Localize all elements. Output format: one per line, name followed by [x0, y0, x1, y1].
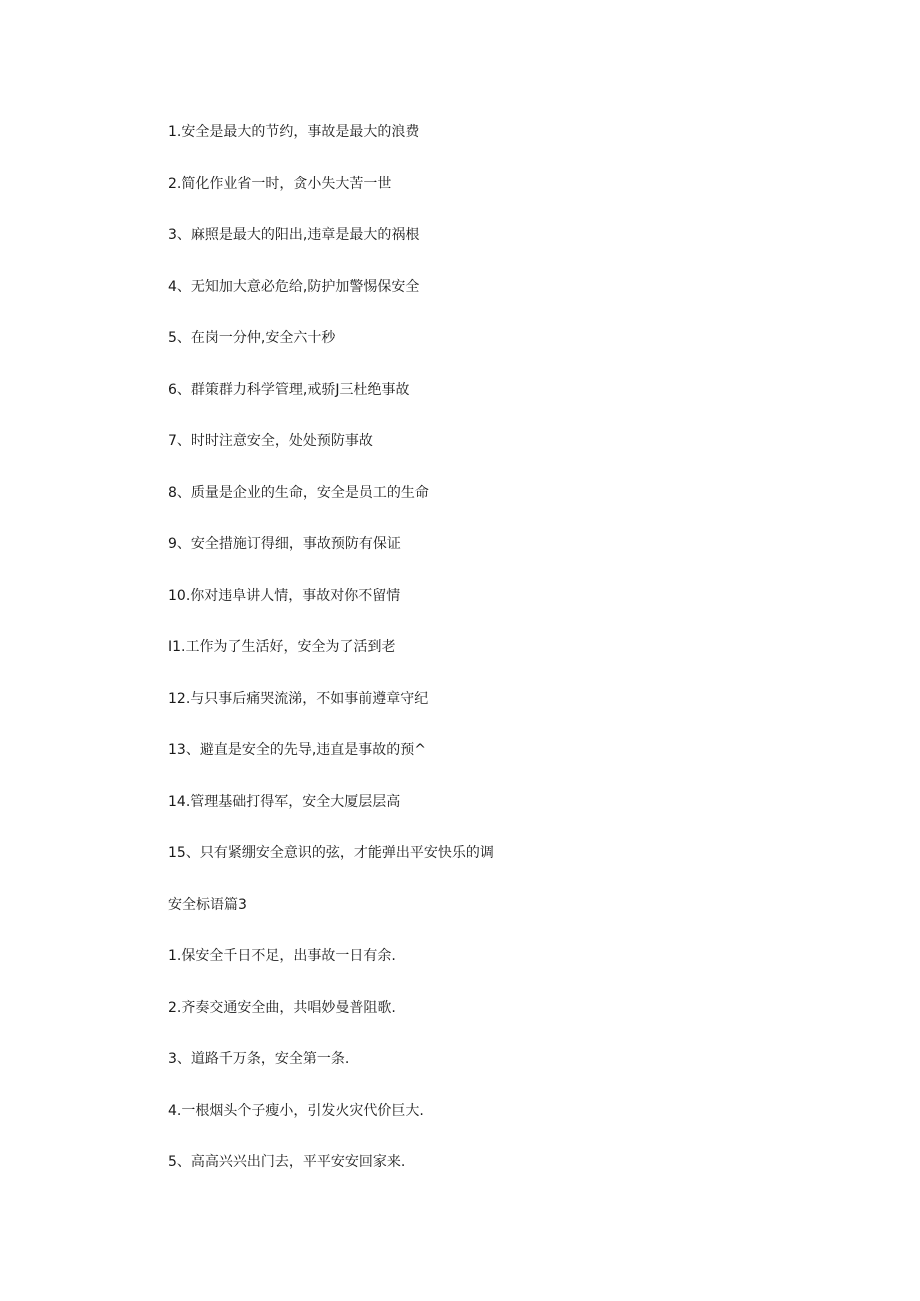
list-item: 3、道路千万条，安全第一条.: [168, 1051, 350, 1067]
list-item: 15、只有紧绷安全意识的弦，才能弹出平安快乐的调: [168, 845, 494, 861]
slogan-list: [168, 120, 868, 1202]
list-item: 4、无知加大意必危给,防护加警惕保安全: [168, 278, 420, 295]
list-item: 9、安全措施订得细，事故预防有保证: [168, 536, 401, 552]
list-item: 1.保安全千日不足，出事故一日有余.: [168, 948, 396, 964]
list-item: 6、群策群力科学管理,戒骄J三杜绝事故: [168, 381, 410, 398]
list-item: I1.工作为了生活好，安全为了活到老: [168, 639, 396, 655]
list-item: 2.简化作业省一时，贪小失大苦一世: [168, 175, 392, 192]
list-item: 5、高高兴兴出门去，平平安安回家来.: [168, 1154, 406, 1170]
list-item: 13、避直是安全的先导,违直是事故的预^: [168, 742, 426, 758]
list-item: 1.安全是最大的节约，事故是最大的浪费: [168, 124, 420, 140]
list-item: 5、在岗一分仲,安全六十秒: [168, 330, 336, 346]
list-item: 7、时时注意安全，处处预防事故: [168, 433, 373, 449]
list-item: 4.一根烟头个子瘦小，引发火灾代价巨大.: [168, 1102, 424, 1119]
section-heading: 安全标语篇3: [168, 896, 247, 913]
list-item: 14.管理基础打得军，安全大厦层层高: [168, 793, 401, 810]
list-item: 3、麻照是最大的阳出,违章是最大的祸根: [168, 227, 420, 243]
list-item: 10.你对违阜讲人情，事故对你不留情: [168, 587, 401, 604]
list-item: 12.与只事后痛哭流涕，不如事前遵章守纪: [168, 690, 429, 707]
list-item: 2.齐奏交通安全曲，共唱妙曼普阻歌.: [168, 999, 396, 1016]
list-item: 8、质量是企业的生命，安全是员工的生命: [168, 484, 429, 501]
